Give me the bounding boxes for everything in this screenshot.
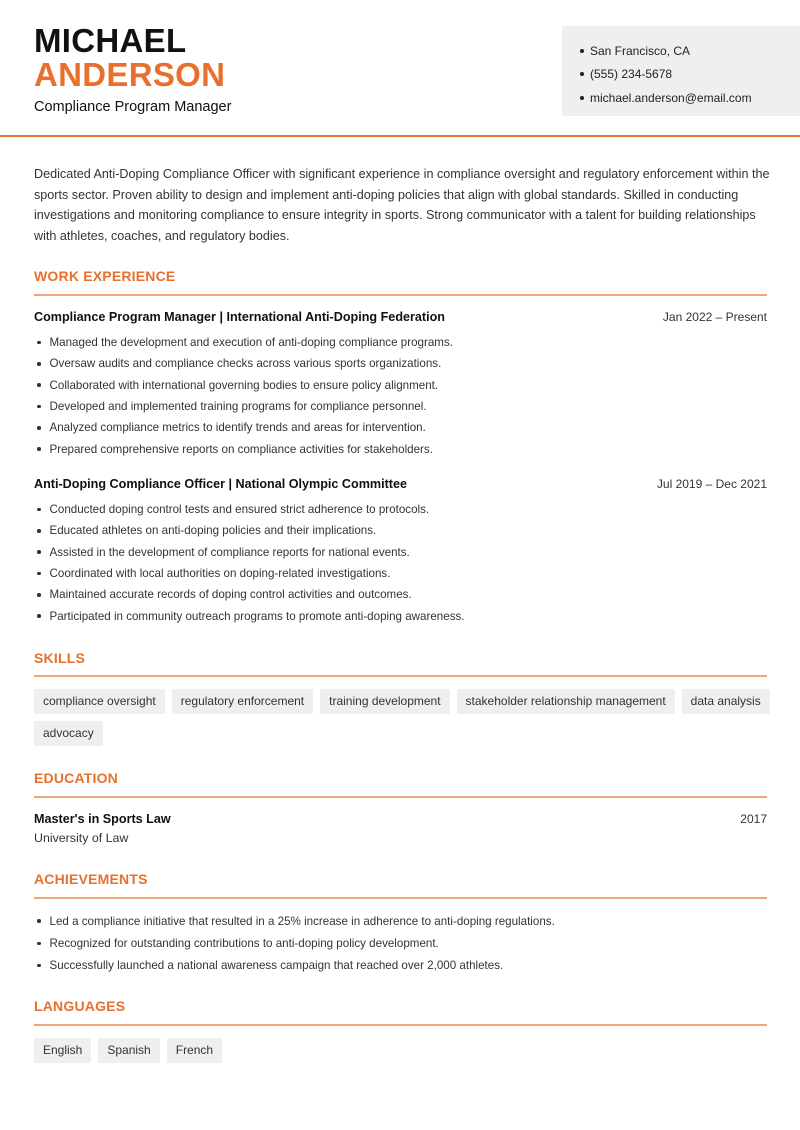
job-header [34, 477, 767, 491]
bullet-text: Successfully launched a national awareness campaign that reached over 2,000 athletes. [49, 959, 504, 973]
bullet-text: Analyzed compliance metrics to identify trends and areas for intervention. [49, 421, 426, 435]
list-item [34, 438, 767, 459]
job-bullets [34, 332, 767, 460]
contact-email [580, 86, 800, 110]
bullet-text: Developed and implemented training programs for compliance personnel. [49, 400, 427, 414]
language-chip: French [167, 1038, 222, 1063]
bullet-dot-icon [37, 383, 41, 387]
bullet-dot-icon [580, 96, 584, 100]
language-chip: Spanish [98, 1038, 159, 1063]
bullet-text: Educated athletes on anti-doping policies and their implications. [49, 524, 377, 538]
languages-list [34, 1038, 774, 1063]
location-text: San Francisco, CA [590, 43, 691, 58]
skill-chip: regulatory enforcement [172, 689, 313, 714]
education-entry [34, 812, 767, 826]
section-title-work-experience: WORK EXPERIENCE [34, 268, 176, 284]
contact-phone [580, 63, 800, 87]
list-item [34, 955, 767, 977]
language-chip: English [34, 1038, 91, 1063]
section-divider [34, 294, 767, 296]
bullet-dot-icon [37, 362, 41, 366]
bullet-text: Collaborated with international governing bodies to ensure policy alignment. [49, 378, 439, 392]
section-title-education: EDUCATION [34, 770, 118, 786]
section-divider [34, 675, 767, 677]
bullet-dot-icon [37, 572, 41, 576]
bullet-text: Led a compliance initiative that resulted in a 25% increase in adherence to anti-doping regulations. [49, 914, 555, 928]
list-item [34, 417, 767, 438]
bullet-text: Maintained accurate records of doping control activities and outcomes. [49, 588, 412, 602]
email-text: michael.anderson@email.com [590, 90, 752, 105]
list-item [34, 563, 767, 584]
list-item [34, 353, 767, 374]
achievements-list [34, 910, 767, 977]
bullet-text: Prepared comprehensive reports on compliance activities for stakeholders. [49, 442, 433, 456]
list-item [34, 499, 767, 520]
section-title-skills: SKILLS [34, 650, 85, 666]
school-name: University of Law [34, 831, 129, 845]
bullet-dot-icon [37, 447, 41, 451]
skills-list [34, 689, 774, 746]
bullet-dot-icon [37, 919, 41, 923]
bullet-text: Recognized for outstanding contributions to anti-doping policy development. [49, 936, 439, 950]
skill-chip: advocacy [34, 721, 103, 746]
job-header [34, 310, 767, 324]
job-dates: Jul 2019 – Dec 2021 [656, 477, 767, 491]
contact-location [580, 39, 800, 63]
bullet-dot-icon [37, 341, 41, 345]
graduation-year: 2017 [740, 812, 767, 826]
bullet-dot-icon [37, 529, 41, 533]
job-title-company: Compliance Program Manager | International Anti-Doping Federation [34, 310, 445, 324]
bullet-dot-icon [37, 614, 41, 618]
bullet-text: Managed the development and execution of anti-doping compliance programs. [49, 336, 453, 350]
resume-header [0, 0, 800, 137]
bullet-dot-icon [37, 942, 41, 946]
list-item [34, 910, 767, 932]
phone-text: (555) 234-5678 [590, 67, 673, 82]
list-item [34, 584, 767, 605]
last-name: ANDERSON [34, 56, 226, 93]
professional-summary: Dedicated Anti-Doping Compliance Officer with significant experience in compliance oversight and regulatory enforcement within the sports sector. Proven ability to design and implement anti-doping policies that align with global standards. Skilled in conducting investigations and monitoring compliance to ensure integrity in sports. Strong communicator with a talent for building relationships with athletes, coaches, and regulatory bodies. [34, 167, 770, 244]
bullet-dot-icon [580, 49, 584, 53]
list-item [34, 375, 767, 396]
bullet-text: Coordinated with local authorities on doping-related investigations. [49, 567, 391, 581]
degree: Master's in Sports Law [34, 812, 171, 826]
list-item [34, 332, 767, 353]
section-divider [34, 796, 767, 798]
list-item [34, 932, 767, 954]
bullet-text: Oversaw audits and compliance checks across various sports organizations. [49, 357, 442, 371]
section-divider [34, 1024, 767, 1026]
skill-chip: data analysis [682, 689, 770, 714]
job-title-company: Anti-Doping Compliance Officer | National Olympic Committee [34, 477, 407, 491]
bullet-dot-icon [37, 508, 41, 512]
skill-chip: training development [320, 689, 449, 714]
list-item [34, 520, 767, 541]
job-dates: Jan 2022 – Present [662, 310, 767, 324]
job-bullets [34, 499, 767, 627]
bullet-dot-icon [37, 550, 41, 554]
first-name: MICHAEL [34, 22, 187, 59]
bullet-dot-icon [37, 426, 41, 430]
skill-chip: stakeholder relationship management [457, 689, 675, 714]
bullet-dot-icon [580, 72, 584, 76]
bullet-text: Participated in community outreach programs to promote anti-doping awareness. [49, 609, 465, 623]
section-title-achievements: ACHIEVEMENTS [34, 871, 148, 887]
list-item [34, 542, 767, 563]
section-divider [34, 897, 767, 899]
skill-chip: compliance oversight [34, 689, 165, 714]
bullet-dot-icon [37, 405, 41, 409]
contact-box [562, 26, 800, 116]
bullet-dot-icon [37, 593, 41, 597]
bullet-dot-icon [37, 964, 41, 968]
job-title: Compliance Program Manager [34, 99, 232, 115]
list-item [34, 605, 767, 626]
bullet-text: Assisted in the development of compliance reports for national events. [49, 545, 410, 559]
bullet-text: Conducted doping control tests and ensured strict adherence to protocols. [49, 503, 430, 517]
list-item [34, 396, 767, 417]
section-title-languages: LANGUAGES [34, 998, 126, 1014]
